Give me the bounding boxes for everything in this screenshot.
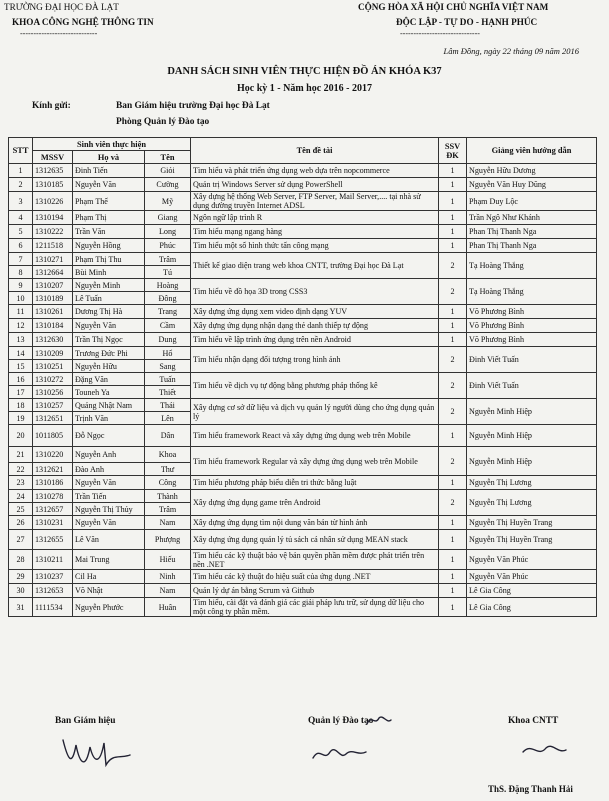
cell-ho: Phạm Thị Thu: [73, 253, 145, 266]
cell-mssv: 1310189: [33, 292, 73, 305]
faculty-signer-name: ThS. Đặng Thanh Hải: [488, 784, 573, 794]
cell-topic: Tìm hiểu, cài đặt và đánh giá các giải pháp lưu trữ, sử dụng dữ liệu cho một công ty phần mềm.: [191, 598, 439, 617]
cell-stt: 14: [9, 347, 33, 360]
cell-ho: Trần Thị Ngọc: [73, 333, 145, 347]
cell-advisor: Nguyễn Thị Huyền Trang: [467, 530, 597, 550]
cell-ten: Ninh: [145, 570, 191, 584]
table-row: [9, 253, 597, 266]
signature-faculty: [520, 738, 570, 763]
table-row: [9, 225, 597, 239]
cell-ten: Khoa: [145, 447, 191, 463]
cell-stt: 31: [9, 598, 33, 617]
cell-ssv: 2: [439, 253, 467, 279]
cell-topic: Tìm hiểu và phát triển ứng dụng web dựa trên nopcommerce: [191, 164, 439, 178]
faculty-name: KHOA CÔNG NGHỆ THÔNG TIN: [12, 17, 154, 27]
cell-ho: Võ Nhật: [73, 584, 145, 598]
cell-ho: Đào Anh: [73, 463, 145, 476]
cell-stt: 2: [9, 178, 33, 192]
table-row: [9, 550, 597, 570]
cell-ssv: 1: [439, 164, 467, 178]
cell-advisor: Lê Gia Công: [467, 598, 597, 617]
cell-topic: Xây dựng ứng dụng nhận dạng thẻ danh thiếp tự động: [191, 319, 439, 333]
cell-ho: Nguyễn Phước: [73, 598, 145, 617]
cell-ho: Cil Ha: [73, 570, 145, 584]
cell-stt: 12: [9, 319, 33, 333]
cell-topic: Tìm hiểu framework Regular và xây dựng ứng dụng web trên Mobile: [191, 447, 439, 476]
header-advisor: Giảng viên hướng dẫn: [467, 138, 597, 164]
cell-stt: 18: [9, 399, 33, 412]
cell-topic: Tìm hiểu về dịch vụ tự động bằng phương pháp thống kê: [191, 373, 439, 399]
cell-ten: Trâm: [145, 253, 191, 266]
cell-ssv: 1: [439, 319, 467, 333]
table-row: [9, 279, 597, 292]
cell-topic: Xây dựng cơ sở dữ liệu và dịch vụ quản lý người dùng cho ứng dụng quản lý: [191, 399, 439, 425]
cell-stt: 11: [9, 305, 33, 319]
cell-topic: Quản trị Windows Server sử dụng PowerShell: [191, 178, 439, 192]
signature-label-faculty: Khoa CNTT: [508, 716, 559, 726]
cell-ho: Lê Tuấn: [73, 292, 145, 305]
school-name: TRƯỜNG ĐẠI HỌC ĐÀ LẠT: [4, 2, 119, 12]
document-date: Lâm Đồng, ngày 22 tháng 09 năm 2016: [443, 46, 579, 56]
table-row: [9, 476, 597, 490]
cell-mssv: 1111534: [33, 598, 73, 617]
cell-ssv: 2: [439, 347, 467, 373]
cell-ten: Giang: [145, 211, 191, 225]
cell-advisor: Nguyễn Minh Hiệp: [467, 399, 597, 425]
student-table: [8, 137, 597, 617]
cell-ho: Trần Tiến: [73, 490, 145, 503]
cell-mssv: 1310272: [33, 373, 73, 386]
table-row: [9, 425, 597, 447]
cell-ssv: 2: [439, 399, 467, 425]
cell-ssv: 1: [439, 584, 467, 598]
cell-advisor: Nguyễn Văn Phúc: [467, 550, 597, 570]
cell-ten: Phúc: [145, 239, 191, 253]
document-title: DANH SÁCH SINH VIÊN THỰC HIỆN ĐỒ ÁN KHÓA K37: [167, 66, 442, 77]
cell-topic: Xây dựng ứng dụng tìm nội dung văn bản từ hình ảnh: [191, 516, 439, 530]
cell-ten: Giỏi: [145, 164, 191, 178]
cell-advisor: Trần Ngô Như Khánh: [467, 211, 597, 225]
cell-ssv: 2: [439, 373, 467, 399]
cell-mssv: 1310226: [33, 192, 73, 211]
recipient-label: Kính gửi:: [32, 101, 71, 111]
signature-label-training: Quản lý Đào tạo: [308, 716, 374, 726]
cell-mssv: 1312655: [33, 530, 73, 550]
cell-advisor: Tạ Hoàng Thắng: [467, 253, 597, 279]
recipient-line1: Ban Giám hiệu trường Đại học Đà Lạt: [116, 101, 270, 111]
cell-ssv: 1: [439, 178, 467, 192]
cell-ten: Sang: [145, 360, 191, 373]
cell-ten: Hiếu: [145, 550, 191, 570]
cell-stt: 8: [9, 266, 33, 279]
table-row: [9, 447, 597, 463]
cell-topic: Tìm hiểu phương pháp biểu diễn tri thức bằng luật: [191, 476, 439, 490]
cell-ten: Nam: [145, 516, 191, 530]
signature-label-board: Ban Giám hiệu: [55, 716, 116, 726]
cell-advisor: Tạ Hoàng Thắng: [467, 279, 597, 305]
table-row: [9, 490, 597, 503]
cell-ho: Nguyễn Thị Thủy: [73, 503, 145, 516]
cell-ten: Tú: [145, 266, 191, 279]
cell-ssv: 1: [439, 516, 467, 530]
cell-topic: Tìm hiểu về đồ họa 3D trong CSS3: [191, 279, 439, 305]
cell-stt: 4: [9, 211, 33, 225]
table-row: [9, 164, 597, 178]
cell-advisor: Nguyễn Thị Huyền Trang: [467, 516, 597, 530]
cell-ho: Bùi Minh: [73, 266, 145, 279]
cell-stt: 1: [9, 164, 33, 178]
cell-ten: Huân: [145, 598, 191, 617]
cell-mssv: 1211518: [33, 239, 73, 253]
table-row: [9, 347, 597, 360]
cell-mssv: 1310184: [33, 319, 73, 333]
cell-stt: 19: [9, 412, 33, 425]
table-body: [9, 164, 597, 617]
cell-advisor: Đinh Viết Tuấn: [467, 373, 597, 399]
cell-ho: Nguyễn Anh: [73, 447, 145, 463]
table-row: [9, 598, 597, 617]
table-row: [9, 516, 597, 530]
cell-advisor: Phạm Duy Lộc: [467, 192, 597, 211]
cell-topic: Tìm hiểu framework React và xây dựng ứng dụng web trên Mobile: [191, 425, 439, 447]
cell-ten: Nam: [145, 584, 191, 598]
cell-ten: Lên: [145, 412, 191, 425]
cell-stt: 20: [9, 425, 33, 447]
cell-mssv: 1312664: [33, 266, 73, 279]
table-row: [9, 373, 597, 386]
cell-mssv: 1312635: [33, 164, 73, 178]
cell-stt: 16: [9, 373, 33, 386]
cell-ten: Thiết: [145, 386, 191, 399]
header-ten: Tên: [145, 151, 191, 164]
cell-ho: Nguyễn Văn: [73, 476, 145, 490]
cell-stt: 17: [9, 386, 33, 399]
cell-mssv: 1310256: [33, 386, 73, 399]
cell-mssv: 1310209: [33, 347, 73, 360]
cell-ho: Touneh Ya: [73, 386, 145, 399]
left-rule: -----------------------------: [20, 29, 98, 38]
cell-mssv: 1310271: [33, 253, 73, 266]
cell-mssv: 1310207: [33, 279, 73, 292]
cell-ssv: 1: [439, 305, 467, 319]
cell-topic: Tìm hiểu mạng ngang hàng: [191, 225, 439, 239]
cell-mssv: 1310278: [33, 490, 73, 503]
cell-ten: Công: [145, 476, 191, 490]
cell-ssv: 1: [439, 598, 467, 617]
cell-ssv: 1: [439, 333, 467, 347]
cell-stt: 3: [9, 192, 33, 211]
cell-topic: Tìm hiểu nhận dạng đối tượng trong hình ảnh: [191, 347, 439, 373]
cell-ten: Cầm: [145, 319, 191, 333]
header-stt: STT: [9, 138, 33, 164]
cell-ten: Tuấn: [145, 373, 191, 386]
cell-ten: Hổ: [145, 347, 191, 360]
cell-ho: Mai Trung: [73, 550, 145, 570]
cell-ssv: 1: [439, 225, 467, 239]
cell-stt: 30: [9, 584, 33, 598]
table-row: [9, 333, 597, 347]
country-name: CỘNG HÒA XÃ HỘI CHỦ NGHĨA VIỆT NAM: [358, 2, 549, 12]
cell-ssv: 1: [439, 239, 467, 253]
recipient-line2: Phòng Quản lý Đào tạo: [116, 117, 210, 127]
cell-topic: Quản lý dự án bằng Scrum và Github: [191, 584, 439, 598]
cell-topic: Thiết kế giao diện trang web khoa CNTT, trường Đại học Đà Lạt: [191, 253, 439, 279]
cell-stt: 24: [9, 490, 33, 503]
cell-topic: Tìm hiểu các kỹ thuật bảo vệ bản quyền phần mềm được phát triển trên nền .NET: [191, 550, 439, 570]
cell-mssv: 1312651: [33, 412, 73, 425]
cell-ho: Phạm Thế: [73, 192, 145, 211]
cell-stt: 23: [9, 476, 33, 490]
cell-ten: Thành: [145, 490, 191, 503]
cell-ten: Trang: [145, 305, 191, 319]
cell-ho: Dương Thị Hà: [73, 305, 145, 319]
cell-ten: Trâm: [145, 503, 191, 516]
table-row: [9, 570, 597, 584]
table-row: [9, 530, 597, 550]
right-rule: ------------------------------: [400, 29, 480, 38]
cell-ssv: 2: [439, 447, 467, 476]
cell-ten: Phượng: [145, 530, 191, 550]
cell-stt: 27: [9, 530, 33, 550]
cell-advisor: Phan Thị Thanh Nga: [467, 239, 597, 253]
cell-mssv: 1310222: [33, 225, 73, 239]
cell-advisor: Lê Gia Công: [467, 584, 597, 598]
cell-stt: 13: [9, 333, 33, 347]
signature-training: [310, 740, 370, 765]
cell-stt: 29: [9, 570, 33, 584]
cell-ssv: 2: [439, 279, 467, 305]
cell-mssv: 1312630: [33, 333, 73, 347]
cell-advisor: Nguyễn Văn Phúc: [467, 570, 597, 584]
cell-ten: Dân: [145, 425, 191, 447]
cell-ten: Hoàng: [145, 279, 191, 292]
cell-ssv: 1: [439, 530, 467, 550]
cell-ho: Trần Văn: [73, 225, 145, 239]
cell-stt: 5: [9, 225, 33, 239]
cell-ho: Quảng Nhật Nam: [73, 399, 145, 412]
table-row: [9, 399, 597, 412]
cell-ten: Đông: [145, 292, 191, 305]
header-ho: Họ và: [73, 151, 145, 164]
cell-mssv: 1310237: [33, 570, 73, 584]
table-row: [9, 178, 597, 192]
cell-mssv: 1310186: [33, 476, 73, 490]
cell-ho: Lê Văn: [73, 530, 145, 550]
cell-stt: 10: [9, 292, 33, 305]
cell-stt: 28: [9, 550, 33, 570]
cell-ssv: 1: [439, 570, 467, 584]
cell-ssv: 2: [439, 490, 467, 516]
document-subtitle: Học kỳ 1 - Năm học 2016 - 2017: [237, 83, 372, 94]
cell-ten: Mỹ: [145, 192, 191, 211]
cell-advisor: Phan Thị Thanh Nga: [467, 225, 597, 239]
cell-mssv: 1312621: [33, 463, 73, 476]
cell-ho: Trịnh Văn: [73, 412, 145, 425]
cell-advisor: Nguyễn Minh Hiệp: [467, 447, 597, 476]
cell-topic: Xây dựng ứng dụng xem video định dạng YUV: [191, 305, 439, 319]
cell-advisor: Nguyễn Văn Huy Dũng: [467, 178, 597, 192]
initials-mark: [365, 712, 393, 728]
cell-advisor: Võ Phương Bình: [467, 319, 597, 333]
cell-ssv: 1: [439, 425, 467, 447]
cell-ssv: 1: [439, 211, 467, 225]
cell-ho: Nguyễn Văn: [73, 319, 145, 333]
cell-ho: Nguyễn Văn: [73, 178, 145, 192]
cell-stt: 22: [9, 463, 33, 476]
cell-mssv: 1310185: [33, 178, 73, 192]
cell-ho: Nguyễn Minh: [73, 279, 145, 292]
table-row: [9, 239, 597, 253]
cell-advisor: Nguyễn Minh Hiệp: [467, 425, 597, 447]
cell-ho: Nguyễn Hồng: [73, 239, 145, 253]
cell-ho: Phạm Thị: [73, 211, 145, 225]
cell-stt: 25: [9, 503, 33, 516]
cell-mssv: 1310220: [33, 447, 73, 463]
table-row: [9, 192, 597, 211]
cell-topic: Ngôn ngữ lập trình R: [191, 211, 439, 225]
signature-board: [58, 735, 138, 775]
cell-ho: Đặng Văn: [73, 373, 145, 386]
cell-ten: Cường: [145, 178, 191, 192]
cell-ho: Đinh Tiến: [73, 164, 145, 178]
cell-ten: Thư: [145, 463, 191, 476]
cell-ten: Dung: [145, 333, 191, 347]
table-row: [9, 305, 597, 319]
cell-mssv: 1310261: [33, 305, 73, 319]
cell-advisor: Võ Phương Bình: [467, 333, 597, 347]
cell-ssv: 1: [439, 550, 467, 570]
header-student: Sinh viên thực hiện: [33, 138, 191, 151]
cell-ten: Thái: [145, 399, 191, 412]
cell-mssv: 1310257: [33, 399, 73, 412]
cell-topic: Xây dựng ứng dụng game trên Android: [191, 490, 439, 516]
cell-ssv: 1: [439, 192, 467, 211]
cell-stt: 15: [9, 360, 33, 373]
cell-ten: Long: [145, 225, 191, 239]
header-mssv: MSSV: [33, 151, 73, 164]
cell-mssv: 1310251: [33, 360, 73, 373]
cell-ssv: 1: [439, 476, 467, 490]
cell-advisor: Nguyễn Hữu Dương: [467, 164, 597, 178]
table-row: [9, 319, 597, 333]
cell-stt: 21: [9, 447, 33, 463]
cell-ho: Nguyễn Hữu: [73, 360, 145, 373]
cell-mssv: 1312657: [33, 503, 73, 516]
cell-topic: Xây dựng hệ thống Web Server, FTP Server, Mail Server,.... tại nhà sử dụng đường truyền Internet ADSL: [191, 192, 439, 211]
table-row: [9, 211, 597, 225]
cell-stt: 9: [9, 279, 33, 292]
cell-stt: 7: [9, 253, 33, 266]
cell-advisor: Nguyễn Thị Lương: [467, 476, 597, 490]
cell-mssv: 1310194: [33, 211, 73, 225]
table-row: [9, 584, 597, 598]
cell-ho: Nguyễn Văn: [73, 516, 145, 530]
cell-stt: 6: [9, 239, 33, 253]
cell-topic: Xây dựng ứng dụng quản lý tủ sách cá nhân sử dụng MEAN stack: [191, 530, 439, 550]
cell-topic: Tìm hiểu các kỹ thuật đo hiệu suất của ứng dụng .NET: [191, 570, 439, 584]
header-topic: Tên đề tài: [191, 138, 439, 164]
motto: ĐỘC LẬP - TỰ DO - HẠNH PHÚC: [396, 17, 538, 27]
cell-mssv: 1312653: [33, 584, 73, 598]
cell-topic: Tìm hiểu về lập trình ứng dụng trên nền Android: [191, 333, 439, 347]
cell-advisor: Đinh Viết Tuấn: [467, 347, 597, 373]
cell-ho: Trương Đức Phi: [73, 347, 145, 360]
cell-mssv: 1011805: [33, 425, 73, 447]
cell-mssv: 1310231: [33, 516, 73, 530]
cell-topic: Tìm hiểu một số hình thức tấn công mạng: [191, 239, 439, 253]
cell-advisor: Nguyễn Thị Lương: [467, 490, 597, 516]
header-ssv: SSV ĐK: [439, 138, 467, 164]
cell-ho: Đỗ Ngọc: [73, 425, 145, 447]
cell-advisor: Võ Phương Bình: [467, 305, 597, 319]
cell-mssv: 1310211: [33, 550, 73, 570]
cell-stt: 26: [9, 516, 33, 530]
